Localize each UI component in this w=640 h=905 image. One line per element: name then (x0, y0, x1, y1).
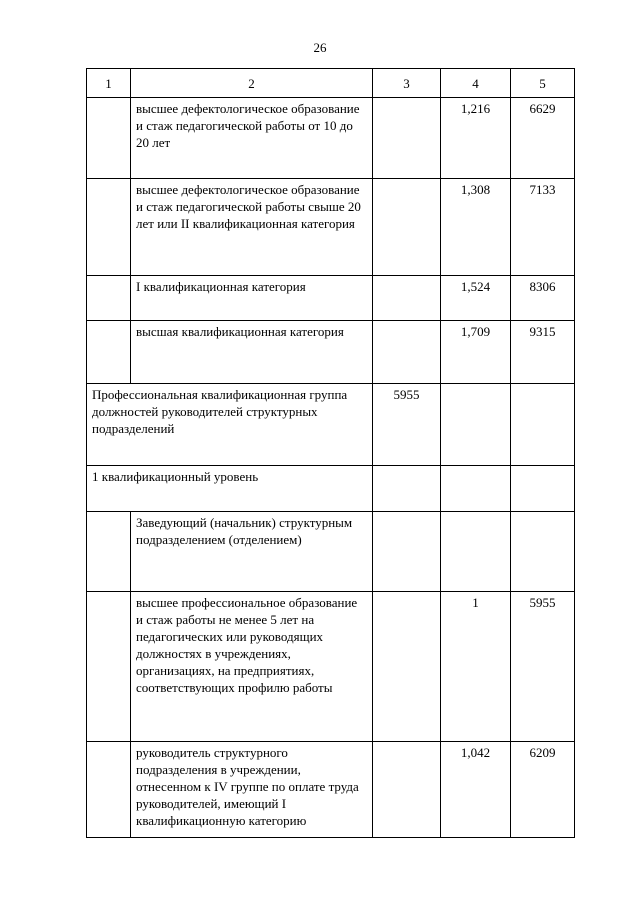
header-cell: 5 (511, 69, 575, 98)
table-row (87, 384, 575, 466)
salary-cell: 9315 (511, 321, 575, 384)
table-cell (87, 98, 131, 179)
table-cell (373, 592, 441, 742)
table-cell (87, 592, 131, 742)
table-row (87, 179, 575, 276)
salary-cell: 6209 (511, 742, 575, 838)
table-cell (373, 466, 441, 512)
table-cell (511, 512, 575, 592)
position-title: Заведующий (начальник) структурным подразделением (отделением) (131, 512, 373, 592)
header-cell: 4 (441, 69, 511, 98)
table-cell (87, 742, 131, 838)
table-row (87, 512, 575, 592)
salary-cell: 8306 (511, 276, 575, 321)
header-cell: 2 (131, 69, 373, 98)
position-description: высшее дефектологическое образование и стаж педагогической работы свыше 20 лет или II квалификационная категория (131, 179, 373, 276)
table-cell (511, 384, 575, 466)
salary-table (86, 68, 575, 838)
header-cell: 1 (87, 69, 131, 98)
position-description: высшее профессиональное образование и стаж работы не менее 5 лет на педагогических или руководящих должностях в учреждениях, организациях, на предприятиях, соответствующих профилю работы (131, 592, 373, 742)
page-number: 26 (313, 40, 327, 55)
group-title: Профессиональная квалификационная группа должностей руководителей структурных подразделений (87, 384, 373, 466)
table-cell (373, 179, 441, 276)
table-row (87, 592, 575, 742)
salary-cell: 6629 (511, 98, 575, 179)
table-cell (441, 384, 511, 466)
coefficient-cell: 1,308 (441, 179, 511, 276)
table-row (87, 466, 575, 512)
coefficient-cell: 1 (441, 592, 511, 742)
position-description: высшее дефектологическое образование и стаж педагогической работы от 10 до 20 лет (131, 98, 373, 179)
table-cell (511, 466, 575, 512)
base-salary-cell: 5955 (373, 384, 441, 466)
table-cell (441, 512, 511, 592)
table-cell (87, 512, 131, 592)
table-row (87, 742, 575, 838)
table-row (87, 321, 575, 384)
table-cell (373, 98, 441, 179)
table-cell (87, 321, 131, 384)
coefficient-cell: 1,216 (441, 98, 511, 179)
position-description: руководитель структурного подразделения в учреждении, отнесенном к IV группе по оплате труда руководителей, имеющий I квалификационную категорию (131, 742, 373, 838)
coefficient-cell: 1,709 (441, 321, 511, 384)
table-row (87, 98, 575, 179)
level-title: 1 квалификационный уровень (87, 466, 373, 512)
table-header-row (87, 69, 575, 98)
table-cell (373, 276, 441, 321)
table-cell (87, 276, 131, 321)
header-cell: 3 (373, 69, 441, 98)
table-row (87, 276, 575, 321)
salary-cell: 7133 (511, 179, 575, 276)
coefficient-cell: 1,042 (441, 742, 511, 838)
position-description: I квалификационная категория (131, 276, 373, 321)
salary-cell: 5955 (511, 592, 575, 742)
table-cell (87, 179, 131, 276)
coefficient-cell: 1,524 (441, 276, 511, 321)
table-cell (373, 512, 441, 592)
table-cell (441, 466, 511, 512)
table-cell (373, 742, 441, 838)
table-cell (373, 321, 441, 384)
position-description: высшая квалификационная категория (131, 321, 373, 384)
